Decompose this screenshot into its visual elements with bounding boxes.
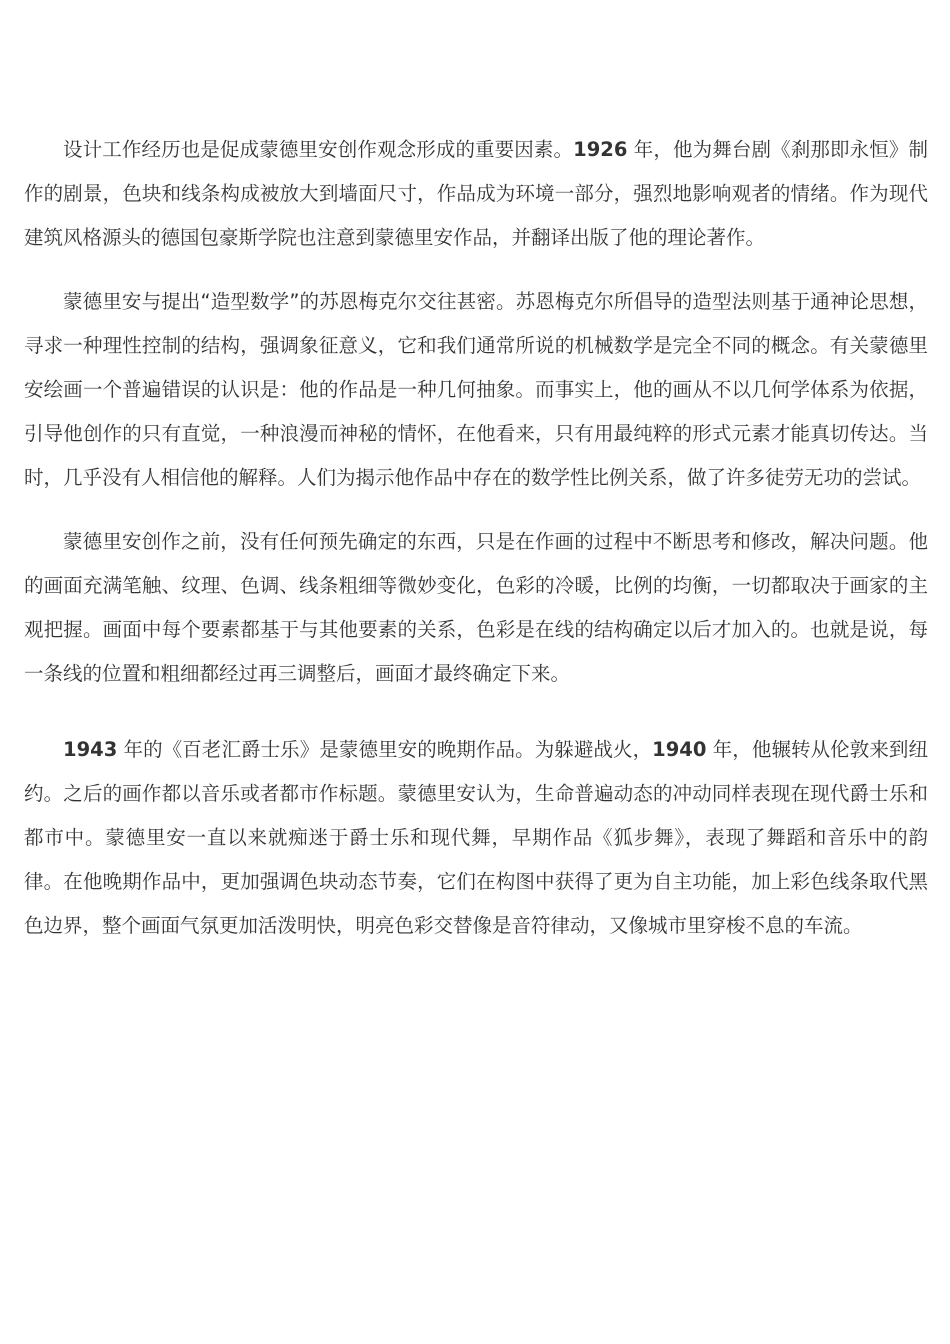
- year-number: 1940: [652, 738, 707, 761]
- paragraph-broadway-boogie: [24, 728, 928, 948]
- paragraph-schoenmaekers: 蒙德里安与提出“造型数学”的苏恩梅克尔交往甚密。苏恩梅克尔所倡导的造型法则基于通神论思想，寻求一种理性控制的结构，强调象征意义，它和我们通常所说的机械数学是完全不同的概念。有关蒙德里安绘画一个普遍错误的认识是：他的作品是一种几何抽象。而事实上，他的画从不以几何学体系为依据，引导他创作的只有直觉，一种浪漫而神秘的情怀，在他看来，只有用最纯粹的形式元素才能真切传达。当时，几乎没有人相信他的解释。人们为揭示他作品中存在的数学性比例关系，做了许多徒劳无功的尝试。: [24, 290, 928, 489]
- paragraph-design-experience: [24, 128, 928, 260]
- paragraph-text: 年，他辗转从伦敦来到纽约。之后的画作都以音乐或者都市作标题。蒙德里安认为，生命普遍动态的冲动同样表现在现代爵士乐和都市中。蒙德里安一直以来就痴迷于爵士乐和现代舞，早期作品《狐步舞》，表现了舞蹈和音乐中的韵律。在他晚期作品中，更加强调色块动态节奏，它们在构图中获得了更为自主功能，加上彩色线条取代黑色边界，整个画面气氛更加活泼明快，明亮色彩交替像是音符律动，又像城市里穿梭不息的车流。: [24, 738, 928, 937]
- paragraph-text: 年的《百老汇爵士乐》是蒙德里安的晚期作品。为躲避战火，: [117, 738, 653, 761]
- document-page: [24, 128, 928, 948]
- paragraph-text: 设计工作经历也是促成蒙德里安创作观念形成的重要因素。: [63, 138, 574, 161]
- paragraph-text: 年，他为舞台剧《刹那即永恒》制作的剧景，色块和线条构成被放大到墙面尺寸，作品成为环境一部分，强烈地影响观者的情绪。作为现代建筑风格源头的德国包豪斯学院也注意到蒙德里安作品，并翻译出版了他的理论著作。: [24, 138, 928, 249]
- year-number: 1926: [573, 138, 628, 161]
- year-number: 1943: [63, 738, 118, 761]
- paragraph-creative-process: 蒙德里安创作之前，没有任何预先确定的东西，只是在作画的过程中不断思考和修改，解决问题。他的画面充满笔触、纹理、色调、线条粗细等微妙变化，色彩的冷暖，比例的均衡，一切都取决于画家的主观把握。画面中每个要素都基于与其他要素的关系，色彩是在线的结构确定以后才加入的。也就是说，每一条线的位置和粗细都经过再三调整后，画面才最终确定下来。: [24, 530, 928, 685]
